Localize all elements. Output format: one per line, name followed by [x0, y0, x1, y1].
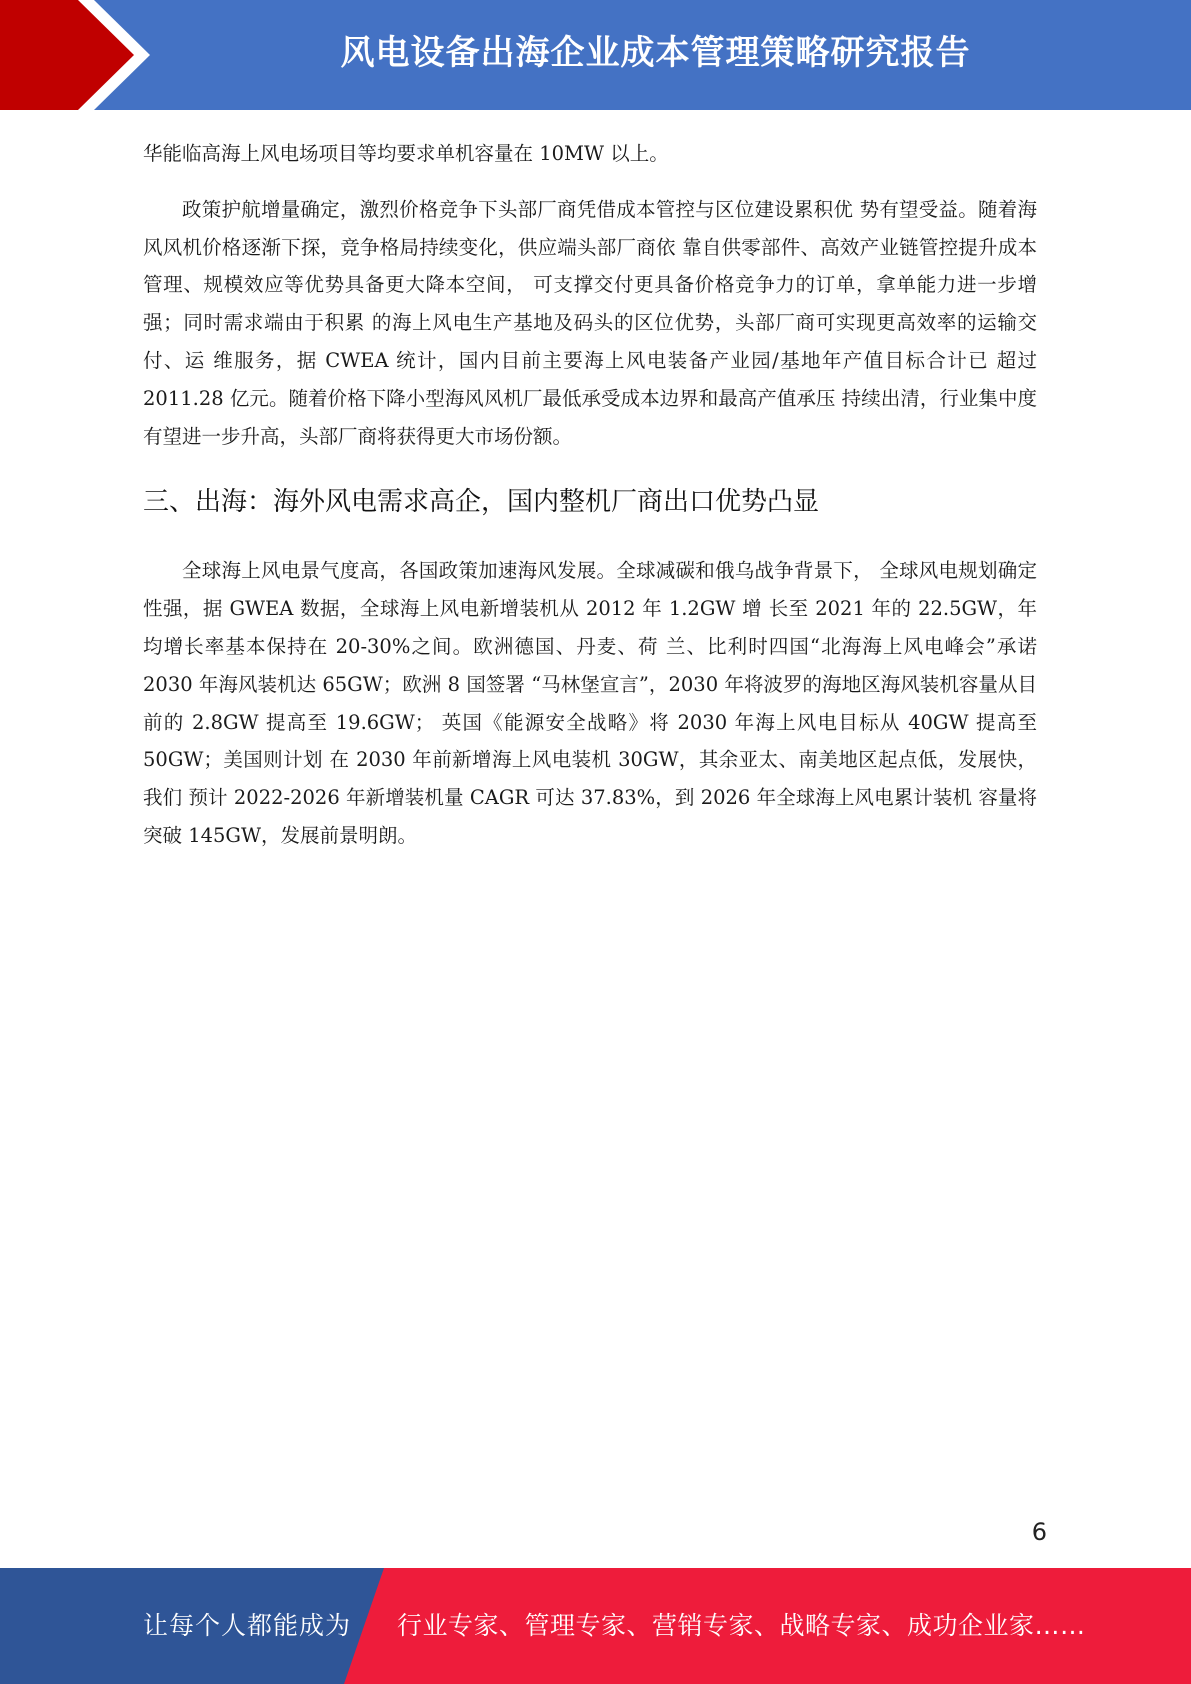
section-heading: 三、出海：海外风电需求高企，国内整机厂商出口优势凸显 — [143, 487, 820, 518]
paragraph-continuation: 华能临高海上风电场项目等均要求单机容量在 10MW 以上。 — [143, 142, 669, 165]
paragraph-global-offshore: 全球海上风电景气度高，各国政策加速海风发展。全球减碳和俄乌战争背景下， 全球风电规划确定性强，据 GWEA 数据，全球海上风电新增装机从 2012 年 1.2GW 增 长至 2021 年的 22.5GW，年均增长率基本保持在 20-30%之间。欧洲德国、丹麦、荷 兰、比利时四国“北海海上风电峰会”承诺 2030 年海风装机达 65GW；欧洲 8 国签署 “马林堡宣言”，2030 年将波罗的海地区海风装机容量从目前的 2.8GW 提高至 19.6GW； 英国《能源安全战略》将 2030 年海上风电目标从 40GW 提高至 50GW；美国则计划 在 2030 年前新增海上风电装机 30GW，其余亚太、南美地区起点低，发展快，我们 预计 2022-2026 年新增装机量 CAGR 可达 37.83%，到 2026 年全球海上风电累计装机 容量将突破 145GW，发展前景明朗。 — [143, 559, 1037, 847]
page-number: 6 — [1031, 1518, 1047, 1546]
header-banner — [0, 0, 1191, 110]
footer-slogan-left: 让每个人都能成为 — [143, 1611, 352, 1640]
footer-banner — [0, 1568, 1191, 1684]
document-body — [143, 135, 1037, 855]
document-title: 风电设备出海企业成本管理策略研究报告 — [340, 33, 971, 73]
paragraph-policy: 政策护航增量确定，激烈价格竞争下头部厂商凭借成本管控与区位建设累积优 势有望受益。随着海风风机价格逐渐下探，竞争格局持续变化，供应端头部厂商依 靠自供零部件、高效产业链管控提升成本管理、规模效应等优势具备更大降本空间， 可支撑交付更具备价格竞争力的订单，拿单能力进一步增强；同时需求端由于积累 的海上风电生产基地及码头的区位优势，头部厂商可实现更高效率的运输交付、运 维服务，据 CWEA 统计，国内目前主要海上风电装备产业园/基地年产值目标合计已 超过 2011.28 亿元。随着价格下降小型海风风机厂最低承受成本边界和最高产值承压 持续出清，行业集中度有望进一步升高，头部厂商将获得更大市场份额。 — [143, 197, 1037, 448]
footer-slogan-right: 行业专家、管理专家、营销专家、战略专家、成功企业家…… — [397, 1611, 1086, 1640]
